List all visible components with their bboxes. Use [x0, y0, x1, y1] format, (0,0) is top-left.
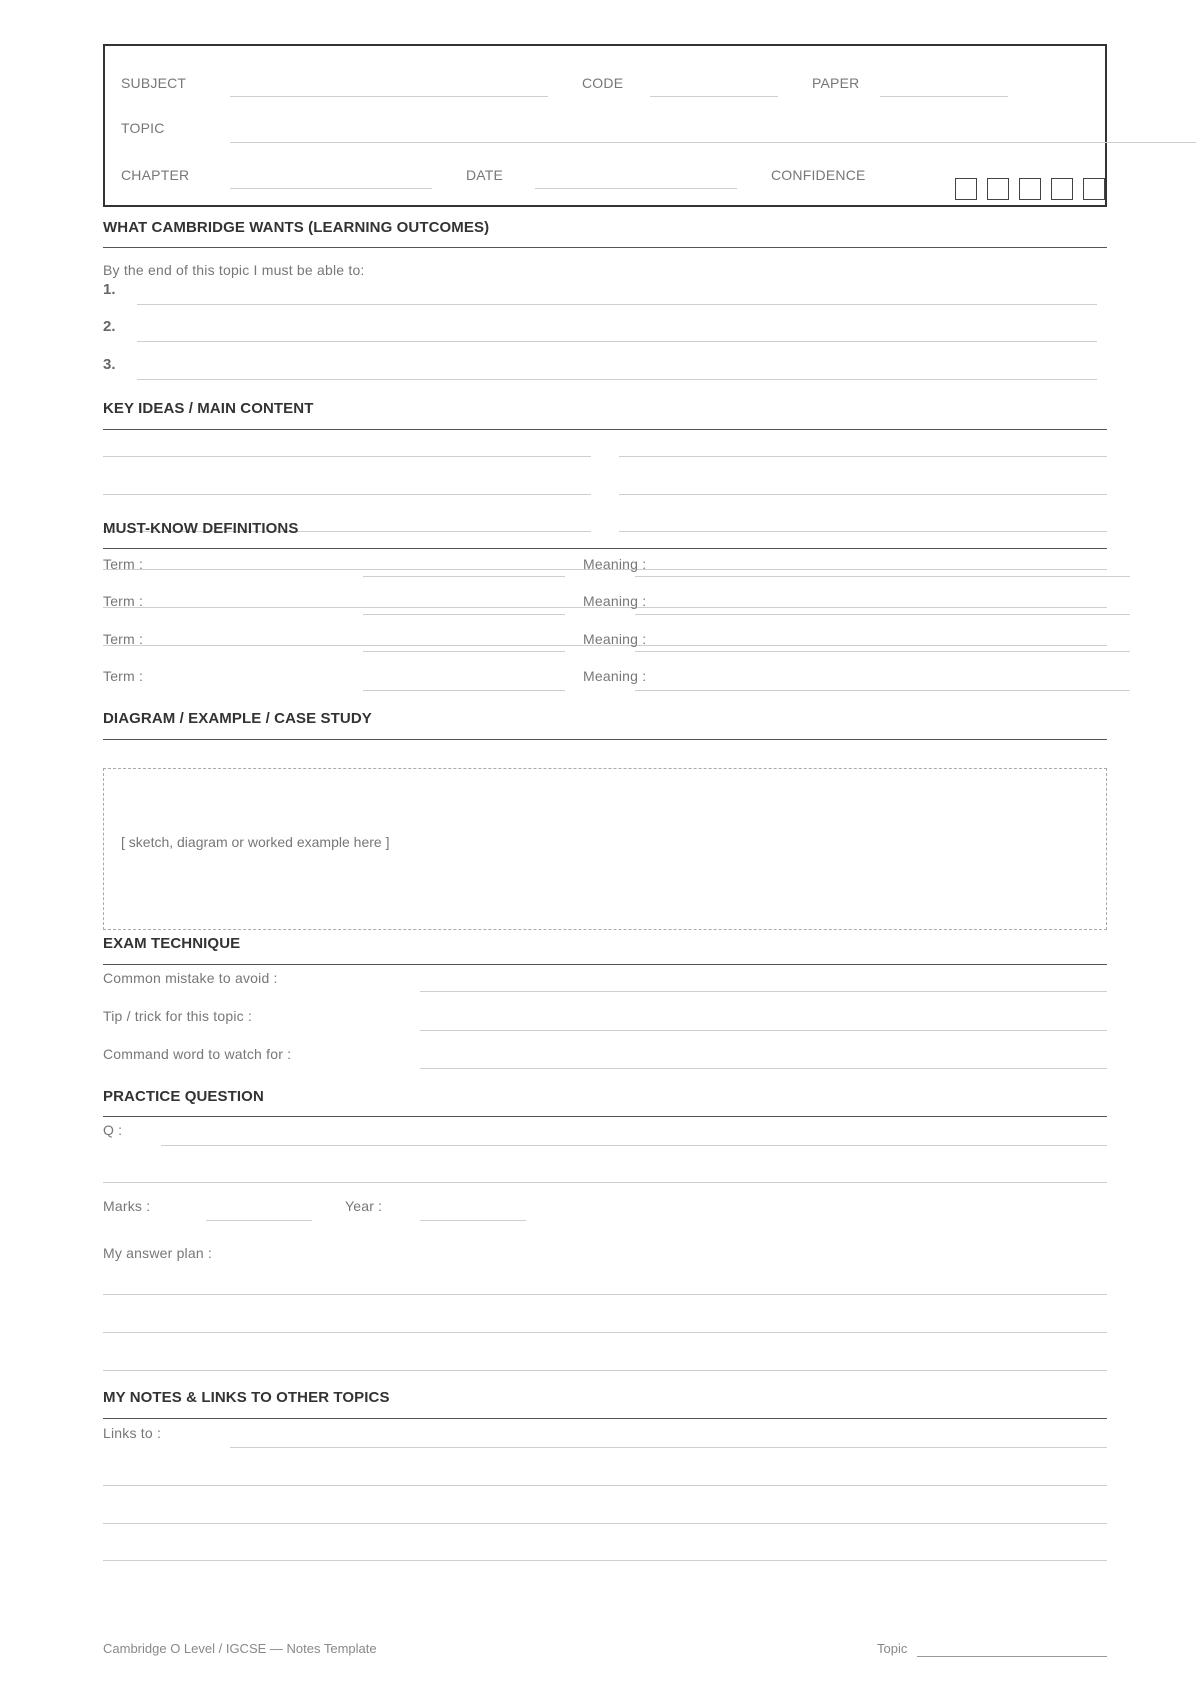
year-label: Year :	[345, 1198, 383, 1214]
code-field[interactable]	[650, 96, 778, 97]
answer-plan-line-2[interactable]	[103, 1332, 1107, 1333]
paper-field[interactable]	[880, 96, 1008, 97]
term-label-1: Term :	[103, 556, 144, 572]
question-label: Q :	[103, 1122, 123, 1138]
topic-field[interactable]	[230, 142, 1196, 143]
practice-heading: PRACTICE QUESTION	[103, 1088, 264, 1105]
outcome-line-3[interactable]	[137, 379, 1097, 380]
mistake-field[interactable]	[420, 991, 1107, 992]
term-label-2: Term :	[103, 593, 144, 609]
term-label-4: Term :	[103, 668, 144, 684]
outcomes-rule	[103, 247, 1107, 248]
command-field[interactable]	[420, 1068, 1107, 1069]
marks-field[interactable]	[206, 1220, 312, 1221]
date-label: DATE	[466, 167, 504, 183]
confidence-box-5[interactable]	[1083, 178, 1105, 200]
notes-rule	[103, 1418, 1107, 1419]
exam-rule	[103, 964, 1107, 965]
footer-topic-label: Topic	[877, 1641, 908, 1656]
confidence-label: CONFIDENCE	[771, 167, 866, 183]
subject-label: SUBJECT	[121, 75, 187, 91]
meaning-label-4: Meaning :	[583, 668, 647, 684]
links-label: Links to :	[103, 1425, 162, 1441]
key-ideas-left-line-1[interactable]	[103, 456, 591, 457]
diagram-rule	[103, 739, 1107, 740]
definitions-rule	[103, 548, 1107, 549]
term-field-4[interactable]	[363, 690, 565, 691]
confidence-box-4[interactable]	[1051, 178, 1073, 200]
question-field-1[interactable]	[161, 1145, 1107, 1146]
confidence-box-2[interactable]	[987, 178, 1009, 200]
command-label: Command word to watch for :	[103, 1046, 292, 1062]
topic-label: TOPIC	[121, 120, 165, 136]
notes-line-2[interactable]	[103, 1523, 1107, 1524]
meaning-field-4[interactable]	[635, 690, 1130, 691]
confidence-box-1[interactable]	[955, 178, 977, 200]
outcome-line-1[interactable]	[137, 304, 1097, 305]
outcome-number-1: 1.	[103, 281, 116, 298]
tip-label: Tip / trick for this topic :	[103, 1008, 253, 1024]
year-field[interactable]	[420, 1220, 526, 1221]
meaning-label-2: Meaning :	[583, 593, 647, 609]
date-field[interactable]	[535, 188, 737, 189]
chapter-field[interactable]	[230, 188, 432, 189]
outcomes-intro: By the end of this topic I must be able to:	[103, 262, 365, 278]
key-ideas-right-line-1[interactable]	[619, 456, 1107, 457]
code-label: CODE	[582, 75, 624, 91]
paper-label: PAPER	[812, 75, 860, 91]
key-ideas-right-line-3[interactable]	[619, 531, 1107, 532]
subject-field[interactable]	[230, 96, 548, 97]
meaning-field-2[interactable]	[635, 614, 1130, 615]
marks-label: Marks :	[103, 1198, 151, 1214]
key-ideas-rule	[103, 429, 1107, 430]
notes-line-1[interactable]	[103, 1485, 1107, 1486]
term-field-2[interactable]	[363, 614, 565, 615]
meaning-label-1: Meaning :	[583, 556, 647, 572]
diagram-heading: DIAGRAM / EXAMPLE / CASE STUDY	[103, 710, 372, 727]
meaning-label-3: Meaning :	[583, 631, 647, 647]
term-label-3: Term :	[103, 631, 144, 647]
question-field-2[interactable]	[103, 1182, 1107, 1183]
footer-left-text: Cambridge O Level / IGCSE — Notes Template	[103, 1641, 377, 1656]
key-ideas-left-line-2[interactable]	[103, 494, 591, 495]
answer-plan-label: My answer plan :	[103, 1245, 213, 1261]
meaning-field-1[interactable]	[635, 576, 1130, 577]
links-field[interactable]	[230, 1447, 1107, 1448]
confidence-box-3[interactable]	[1019, 178, 1041, 200]
notes-heading: MY NOTES & LINKS TO OTHER TOPICS	[103, 1389, 390, 1406]
tip-field[interactable]	[420, 1030, 1107, 1031]
mistake-label: Common mistake to avoid :	[103, 970, 278, 986]
meaning-field-3[interactable]	[635, 651, 1130, 652]
outcomes-heading: WHAT CAMBRIDGE WANTS (LEARNING OUTCOMES)	[103, 219, 490, 236]
diagram-placeholder: [ sketch, diagram or worked example here ]	[121, 834, 390, 850]
exam-heading: EXAM TECHNIQUE	[103, 935, 241, 952]
key-ideas-heading: KEY IDEAS / MAIN CONTENT	[103, 400, 314, 417]
notes-line-3[interactable]	[103, 1560, 1107, 1561]
answer-plan-line-3[interactable]	[103, 1370, 1107, 1371]
outcome-number-3: 3.	[103, 356, 116, 373]
outcome-line-2[interactable]	[137, 341, 1097, 342]
chapter-label: CHAPTER	[121, 167, 190, 183]
practice-rule	[103, 1116, 1107, 1117]
answer-plan-line-1[interactable]	[103, 1294, 1107, 1295]
definitions-heading: MUST-KNOW DEFINITIONS	[103, 520, 299, 537]
footer-topic-field[interactable]	[917, 1656, 1107, 1657]
key-ideas-right-line-2[interactable]	[619, 494, 1107, 495]
outcome-number-2: 2.	[103, 318, 116, 335]
term-field-1[interactable]	[363, 576, 565, 577]
term-field-3[interactable]	[363, 651, 565, 652]
